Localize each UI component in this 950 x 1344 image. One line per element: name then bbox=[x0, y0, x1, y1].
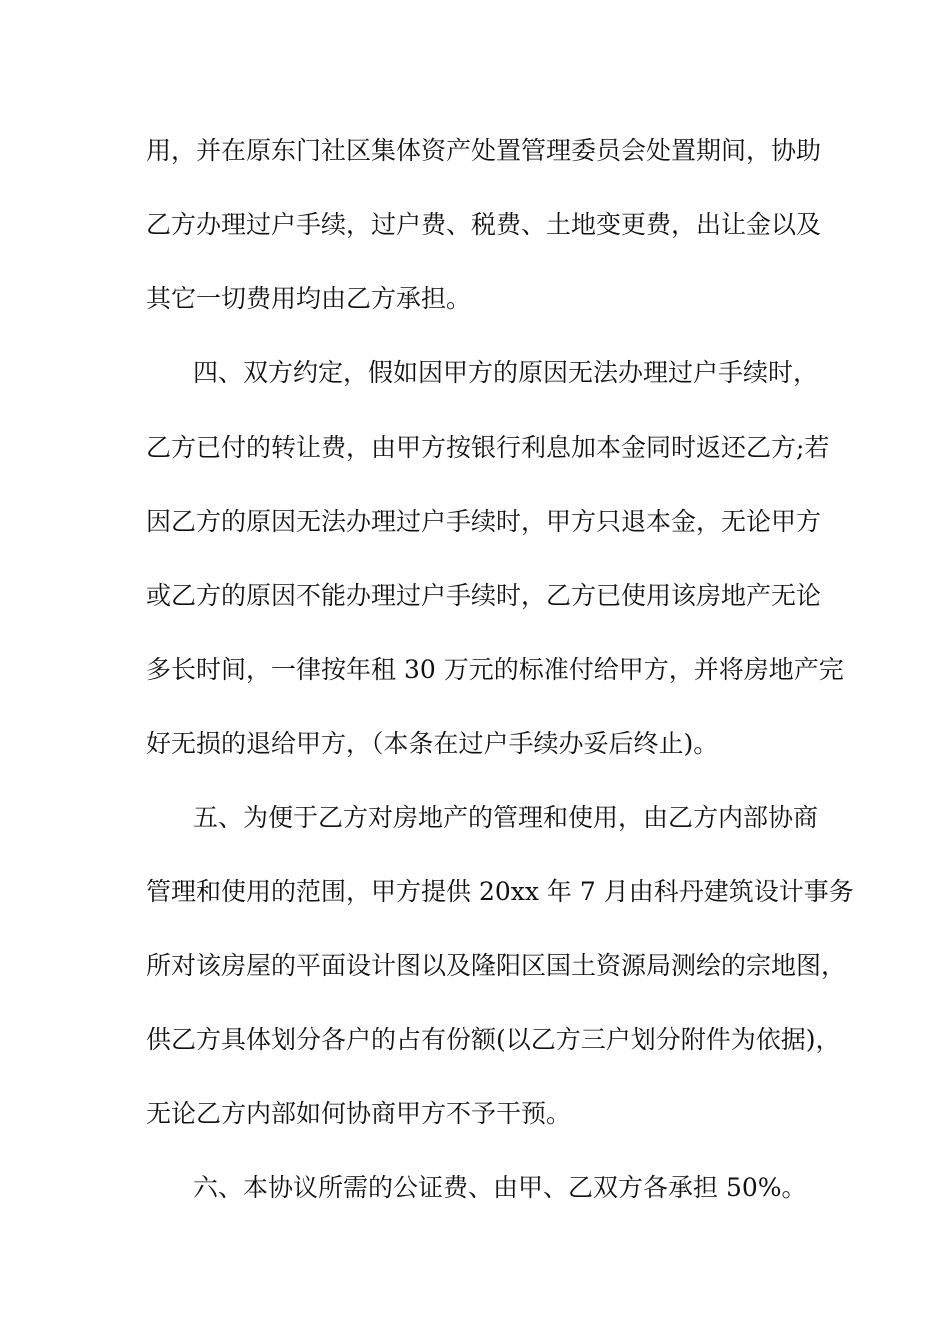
text-line: 其它一切费用均由乙方承担。 bbox=[146, 284, 472, 313]
text-line: 用，并在原东门社区集体资产处置管理委员会处置期间，协助 bbox=[146, 136, 822, 165]
paragraph-start-line: 四、双方约定，假如因甲方的原因无法办理过户手续时， bbox=[193, 358, 819, 387]
text-line: 管理和使用的范围，甲方提供 20xx 年 7 月由科丹建筑设计事务 bbox=[146, 877, 854, 906]
text-line: 好无损的退给甲方，（本条在过户手续办妥后终止)。 bbox=[146, 729, 719, 758]
text-line: 或乙方的原因不能办理过户手续时，乙方已使用该房地产无论 bbox=[146, 581, 822, 610]
text-line: 乙方已付的转让费，由甲方按银行利息加本金同时返还乙方;若 bbox=[146, 433, 830, 462]
text-line: 因乙方的原因无法办理过户手续时，甲方只退本金，无论甲方 bbox=[146, 507, 822, 536]
paragraph-start-line: 六、本协议所需的公证费、由甲、乙双方各承担 50%。 bbox=[193, 1173, 807, 1202]
text-line: 无论乙方内部如何协商甲方不予干预。 bbox=[146, 1099, 572, 1128]
text-line: 供乙方具体划分各户的占有份额(以乙方三户划分附件为依据)， bbox=[146, 1025, 841, 1054]
text-line: 乙方办理过户手续，过户费、税费、土地变更费，出让金以及 bbox=[146, 210, 822, 239]
text-line: 多长时间，一律按年租 30 万元的标准付给甲方，并将房地产完 bbox=[146, 655, 844, 684]
text-line: 所对该房屋的平面设计图以及隆阳区国土资源局测绘的宗地图， bbox=[146, 951, 847, 980]
paragraph-start-line: 五、为便于乙方对房地产的管理和使用，由乙方内部协商 bbox=[193, 803, 819, 832]
